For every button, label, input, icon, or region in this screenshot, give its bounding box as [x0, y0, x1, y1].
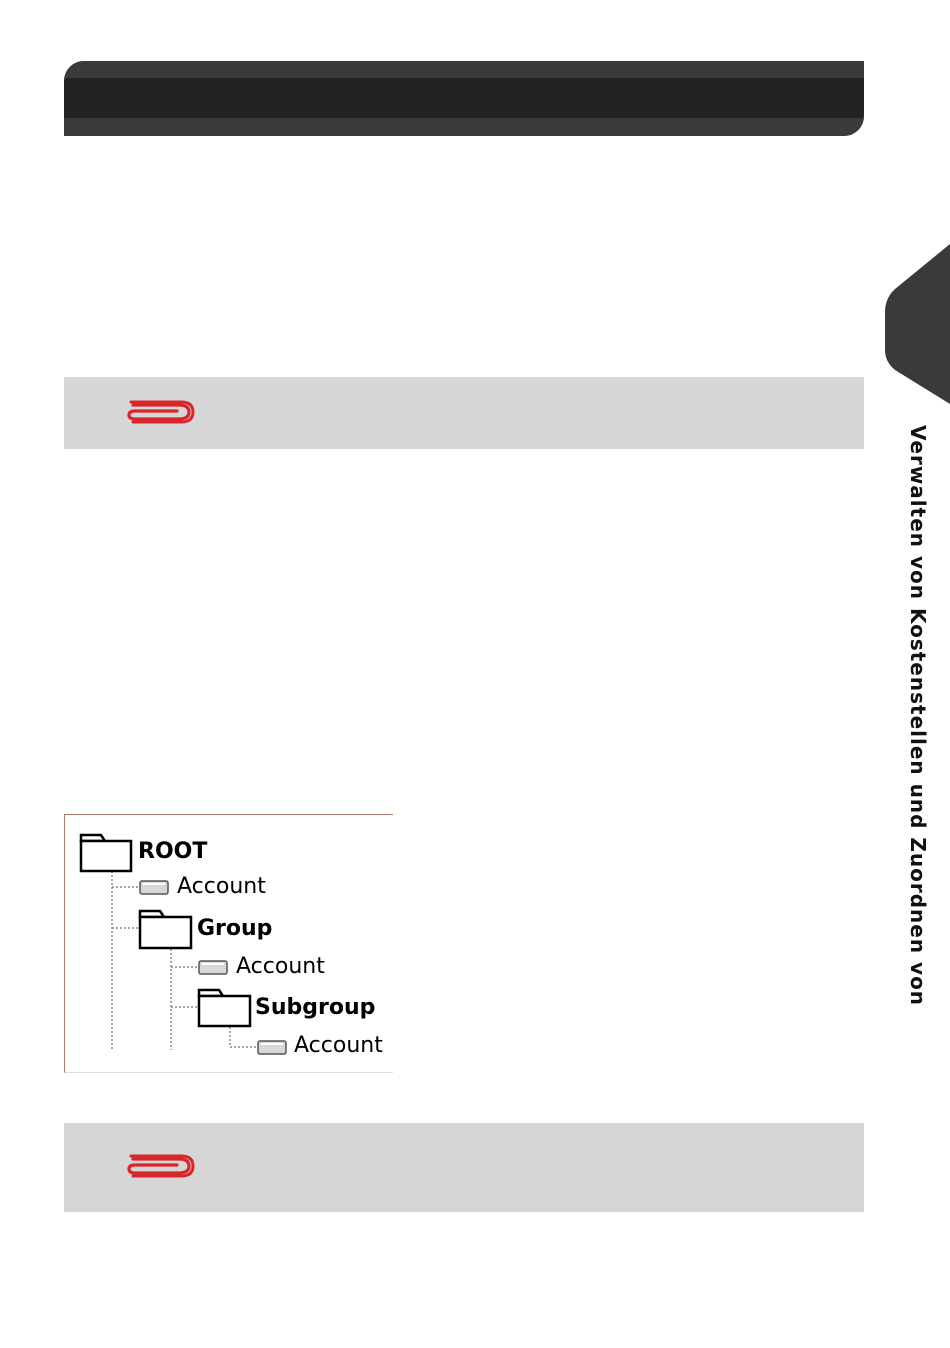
tree-subgroup-account-label: Account: [294, 1033, 383, 1058]
tree-group-label: Group: [197, 916, 273, 941]
account-icon-root: [140, 881, 168, 894]
tree-group-account-label: Account: [236, 954, 325, 979]
tree-root-label: ROOT: [138, 839, 208, 864]
paperclip-icon: [127, 1149, 197, 1183]
header-stripe-top: [64, 61, 864, 78]
folder-icon: [199, 990, 250, 1026]
note-box-1: [64, 377, 864, 449]
tree-subgroup-label: Subgroup: [255, 995, 376, 1020]
account-icon-subgroup: [258, 1041, 286, 1054]
paperclip-icon: [127, 395, 197, 429]
account-tree-diagram: [64, 814, 393, 1073]
folder-icon: [81, 835, 131, 871]
chapter-tab: [885, 244, 950, 404]
folder-icon: [140, 911, 191, 948]
header-stripe-bottom: [64, 118, 864, 136]
note-box-2: [64, 1123, 864, 1212]
account-icon-group: [199, 961, 227, 974]
chapter-side-title: Verwalten von Kostenstellen und Zuordnen von: [906, 425, 930, 1007]
header-bar: [64, 61, 864, 136]
tree-root-account-label: Account: [177, 874, 266, 899]
